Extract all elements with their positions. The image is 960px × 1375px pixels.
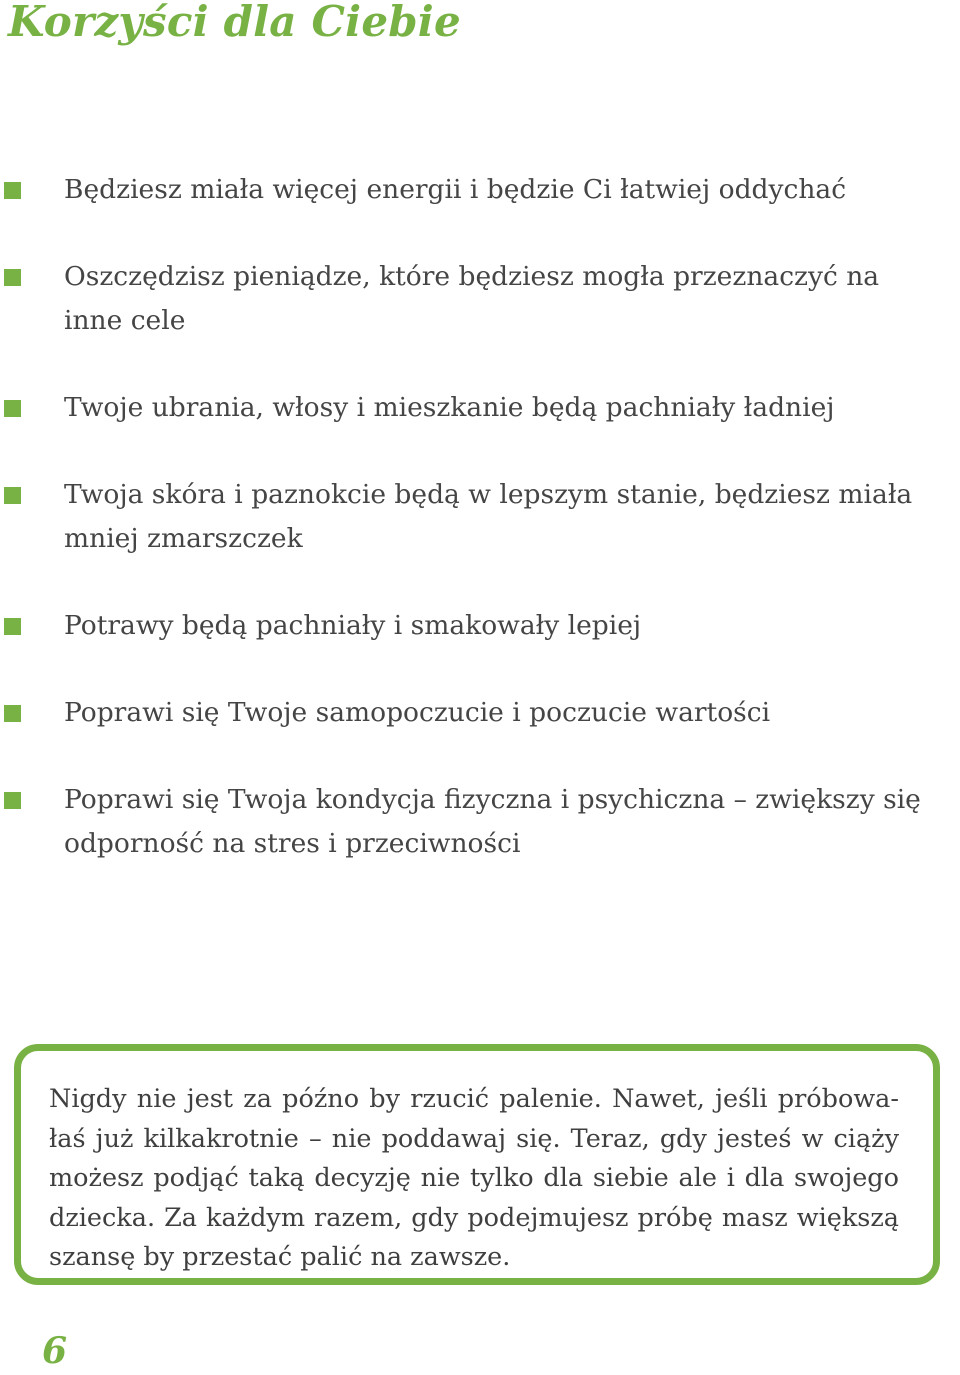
- benefit-text: Będziesz miała więcej energii i będzie Ci łatwiej oddychać: [64, 174, 847, 205]
- page-title: Korzyści dla Ciebie: [8, 0, 461, 46]
- info-box: [14, 1044, 940, 1285]
- list-item: [0, 778, 960, 866]
- square-bullet-icon: [4, 400, 21, 417]
- square-bullet-icon: [4, 182, 21, 199]
- list-item: [0, 386, 960, 430]
- list-item: [0, 255, 960, 343]
- benefit-text: Oszczędzisz pieniądze, które będziesz mogła przeznaczyć na inne cele: [64, 261, 880, 336]
- list-item: [0, 691, 960, 735]
- square-bullet-icon: [4, 792, 21, 809]
- benefit-text: Poprawi się Twoja kondycja fizyczna i psychiczna – zwiększy się odporność na stres i przeciwności: [64, 784, 921, 859]
- benefit-text: Potrawy będą pachniały i smakowały lepiej: [64, 610, 642, 641]
- page-number: 6: [42, 1330, 68, 1372]
- list-item: [0, 604, 960, 648]
- square-bullet-icon: [4, 269, 21, 286]
- benefit-text: Twoje ubrania, włosy i mieszkanie będą pachniały ładniej: [64, 392, 835, 423]
- square-bullet-icon: [4, 705, 21, 722]
- info-box-text: Nigdy nie jest za późno by rzucić palenie. Nawet, jeśli próbowałaś już kilkakrotnie – nie poddawaj się. Teraz, gdy jesteś w ciąży możesz podjąć taką decyzję nie tylko dla siebie ale i dla swojego dziecka. Za każdym razem, gdy podejmujesz próbę masz większą szansę by przestać palić na zawsze.: [49, 1084, 899, 1272]
- list-item: [0, 168, 960, 212]
- benefit-text: Twoja skóra i paznokcie będą w lepszym stanie, będziesz miała mniej zmarszczek: [64, 479, 913, 554]
- benefit-text: Poprawi się Twoje samopoczucie i poczucie wartości: [64, 697, 771, 728]
- list-item: [0, 473, 960, 561]
- benefit-list: [0, 168, 960, 909]
- square-bullet-icon: [4, 487, 21, 504]
- square-bullet-icon: [4, 618, 21, 635]
